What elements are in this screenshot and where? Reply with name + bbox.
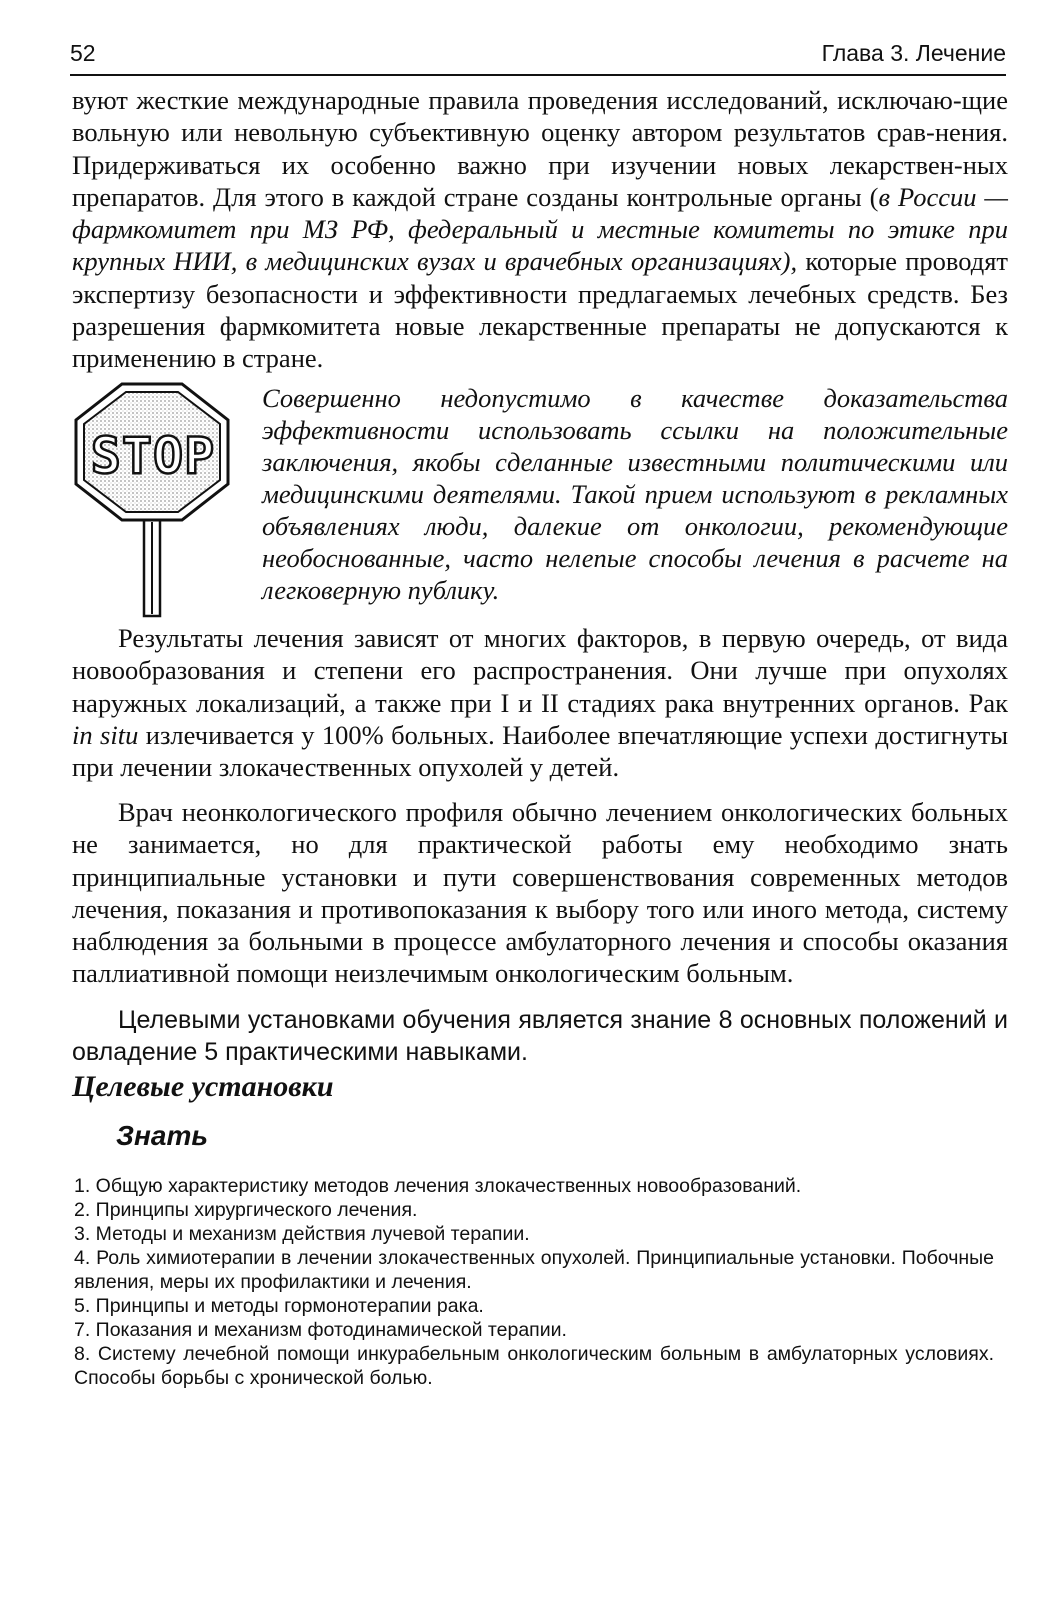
stop-sign-graphic	[72, 380, 262, 620]
list-item: 5. Принципы и методы гормонотерапии рака.	[74, 1295, 484, 1317]
page-header	[70, 34, 1006, 76]
stop-sign-icon	[72, 380, 262, 620]
heading-know: Знать	[116, 1120, 208, 1151]
heading-goals: Целевые установки	[72, 1070, 334, 1103]
paragraph-learning-goals: Целевыми установками обучения является знание 8 основных положений и овладение 5 практическими навыками.	[72, 1006, 1008, 1066]
paragraph-regulations-italic: в России — фармкомитет при МЗ РФ, федеральный и местные комитеты по этике при крупных НИИ, в медицинских вузах и врачебных организациях),	[72, 181, 1008, 277]
know-list	[74, 1174, 994, 1390]
paragraph-results-text-a: Результаты лечения зависят от многих факторов, в первую очередь, от вида новообразования и степени его распространения. Они лучше при опухолях наружных локализаций, а также при I и II стадиях рака внутренних органов. Рак	[72, 623, 1008, 718]
paragraph-doctor: Врач неонкологического профиля обычно лечением онкологических больных не занимается, но для практической работы ему необходимо знать принципиальные установки и пути совершенствования современных методов лечения, показания и противопоказания к выбору того или иного метода, систему наблюдения за больными в процессе амбулаторного лечения и способы оказания паллиативной помощи неизлечимым онкологическим больным.	[72, 797, 1008, 989]
paragraph-regulations-text-a: вуют жесткие международные правила проведения исследований, исключаю-щие вольную или невольную субъективную оценку автором результатов срав-нения. Придерживаться их особенно важно при изучении новых лекарствен-ных препаратов. Для этого в каждой стране созданы контрольные органы (	[72, 85, 1008, 212]
paragraph-results-text-b: излечивается у 100% больных. Наиболее впечатляющие успехи достигнуты при лечении злокачественных опухолей у детей.	[72, 719, 1008, 783]
stop-sign-label: STOP	[90, 427, 216, 485]
list-item: 8. Систему лечебной помощи инкурабельным онкологическим больным в амбулаторных условиях. Способы борьбы с хронической болью.	[74, 1343, 994, 1389]
list-item: 4. Роль химиотерапии в лечении злокачественных опухолей. Принципиальные установки. Побочные явления, меры их профилактики и лечения.	[74, 1247, 994, 1293]
list-item: 7. Показания и механизм фотодинамической терапии.	[74, 1319, 567, 1341]
paragraph-results-italic: in situ	[72, 719, 139, 750]
paragraph-regulations-text-b: которые проводят экспертизу безопасности и эффективности предлагаемых лечебных средств. Без разрешения фармкомитета новые лекарственные препараты не допускаются к применению в стране.	[72, 246, 1009, 374]
paragraph-results	[72, 622, 1008, 783]
paragraph-regulations	[72, 84, 1008, 375]
chapter-title: Глава 3. Лечение	[821, 40, 1006, 66]
warning-note: Совершенно недопустимо в качестве доказательства эффективности использовать ссылки на положительные заключения, якобы сделанные известными политическими или медицинскими деятелями. Такой прием используют в рекламных объявлениях люди, далекие от онкологии, рекомендующие необоснованные, часто нелепые способы лечения в расчете на легковерную публику.	[262, 383, 1008, 605]
page-number: 52	[70, 40, 96, 66]
list-item: 2. Принципы хирургического лечения.	[74, 1199, 418, 1221]
list-item: 3. Методы и механизм действия лучевой терапии.	[74, 1223, 530, 1245]
list-item: 1. Общую характеристику методов лечения злокачественных новообразований.	[74, 1175, 802, 1197]
